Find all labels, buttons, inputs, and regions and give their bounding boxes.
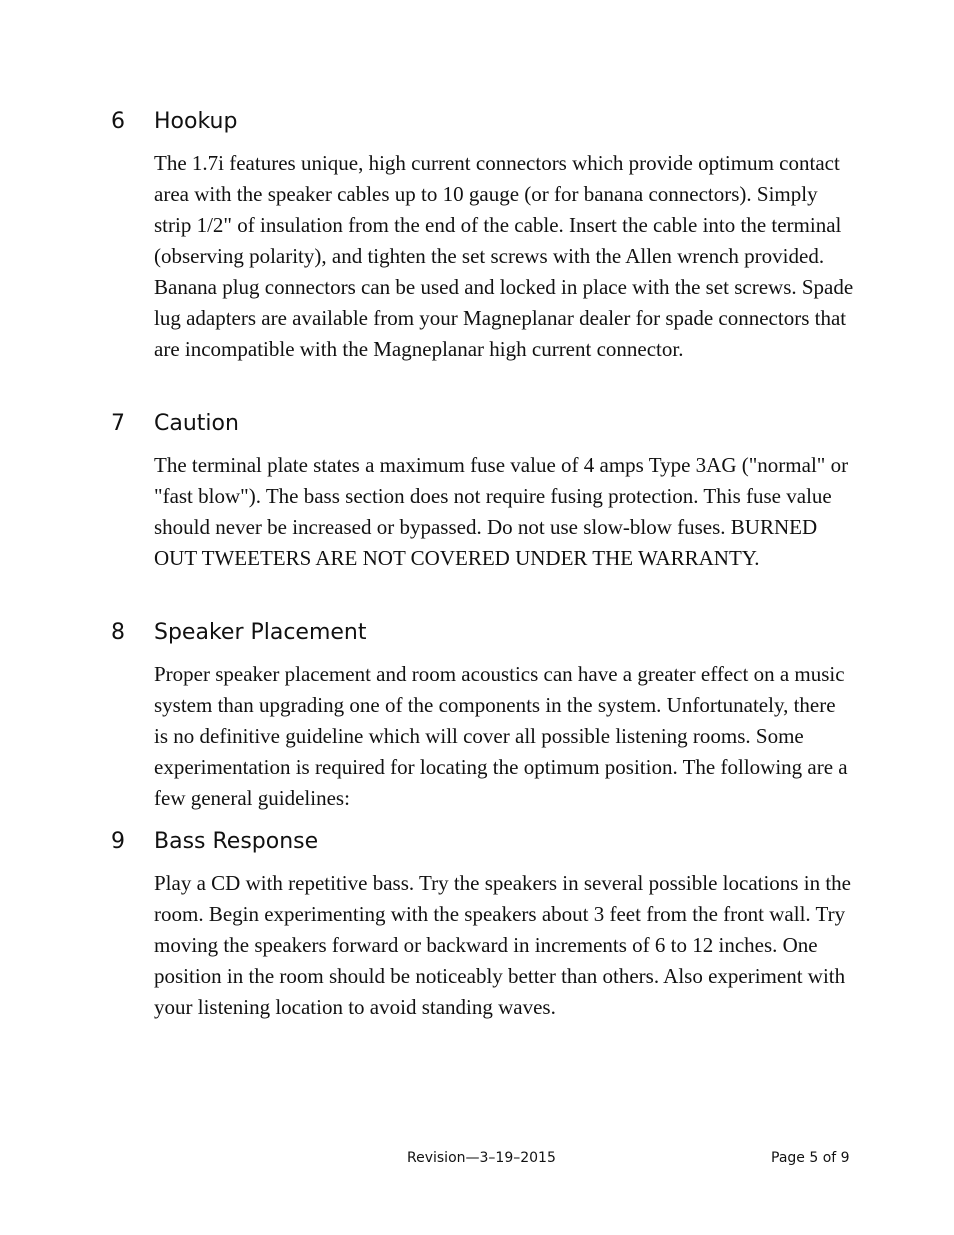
section-number: 9	[111, 829, 125, 854]
section-body: The 1.7i features unique, high current connectors which provide optimum contact area with the speaker cables up to 10 gauge (or for banana connectors). Simply strip 1/2" of insulation from the end of the cable. Insert the cable into the terminal (observing polarity), and tighten the set screws with the Allen wrench provided. Banana plug connectors can be used and locked in place with the set screws. Spade lug adapters are available from your Magneplanar dealer for spade connectors that are incompatible with the Magneplanar high current connector.	[154, 151, 854, 361]
footer-revision: Revision—3–19–2015	[407, 1150, 556, 1166]
section-body: Proper speaker placement and room acoustics can have a greater effect on a music system than upgrading one of the components in the system. Unfortunately, there is no definitive guideline which will cover all possible listening rooms. Some experimentation is required for locating the optimum position. The following are a few general guidelines:	[154, 662, 848, 810]
section-heading	[111, 409, 851, 439]
section-hookup	[111, 107, 854, 365]
section-caution	[111, 409, 851, 574]
section-number: 6	[111, 109, 125, 134]
section-title: Caution	[154, 411, 239, 436]
section-number: 7	[111, 411, 125, 436]
section-title: Hookup	[154, 109, 238, 134]
section-heading	[111, 618, 851, 648]
section-heading	[111, 107, 851, 137]
section-title: Bass Response	[154, 829, 319, 854]
section-body: The terminal plate states a maximum fuse value of 4 amps Type 3AG ("normal" or "fast blow"). The bass section does not require fusing protection. This fuse value should never be increased or bypassed. Do not use slow-blow fuses. BURNED OUT TWEETERS ARE NOT COVERED UNDER THE WARRANTY.	[154, 453, 849, 570]
section-number: 8	[111, 620, 125, 645]
section-bass-response	[111, 827, 851, 1023]
section-heading	[111, 827, 851, 857]
section-title: Speaker Placement	[154, 620, 367, 645]
section-speaker-placement	[111, 618, 851, 814]
section-body: Play a CD with repetitive bass. Try the speakers in several possible locations in the room. Begin experimenting with the speakers about 3 feet from the front wall. Try moving the speakers forward or backward in increments of 6 to 12 inches. One position in the room should be noticeably better than others. Also experiment with your listening location to avoid standing waves.	[154, 871, 851, 1019]
footer-page-number: Page 5 of 9	[771, 1150, 850, 1166]
